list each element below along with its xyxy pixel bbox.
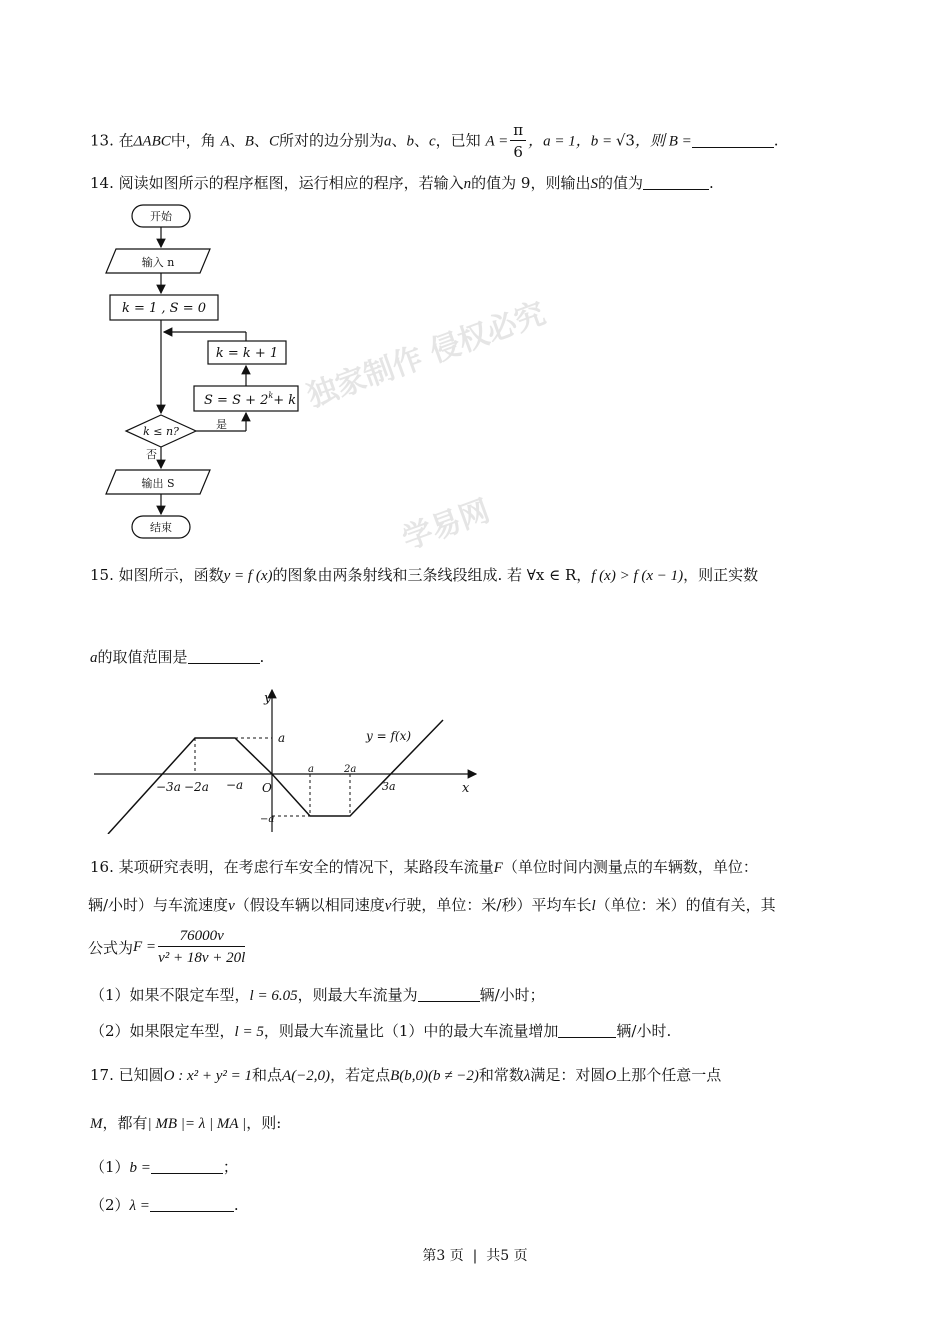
condition-label: k ≤ n? (143, 425, 179, 438)
answer-blank[interactable] (558, 1023, 616, 1038)
init-label: k = 1 , S = 0 (121, 301, 207, 316)
tick-label: −2a (184, 780, 209, 794)
fraction-pi-over-6: $\frac{\pi}{6}$ (510, 120, 526, 163)
question-16-part1: （1）如果不限定车型，l = 6.05，则最大车流量为 辆/小时； (90, 986, 545, 1004)
k-update-label: k = k + 1 (215, 346, 279, 361)
function-graph (88, 684, 488, 834)
answer-blank[interactable] (151, 1159, 223, 1174)
question-17: 17. 已知圆O : x² + y² = 1和点A(−2,0)，若定点B(b,0)(b ≠ −2)和常数λ满足：对圆O上那个任意一点 (90, 1066, 722, 1084)
answer-blank[interactable] (150, 1197, 234, 1212)
question-13: 13. 在ΔABC中，角 A、B、C所对的边分别为a、b、c，已知 A = $\frac{\pi}{6}$ ，a = 1，b = √3，则 B = . (90, 121, 779, 161)
origin-label: O (262, 781, 272, 795)
watermark: 学易网 (397, 493, 495, 558)
tick-label: −a (226, 778, 244, 792)
s-update-label: $S = S + 2^k+ k$ (204, 391, 297, 408)
y-tick-label: −a (260, 814, 275, 825)
tick-label: a (308, 764, 314, 775)
end-label: 结束 (150, 521, 172, 534)
no-label: 否 (146, 448, 157, 461)
answer-blank[interactable] (692, 133, 774, 148)
question-17-part2: （2）λ = . (90, 1196, 239, 1214)
flowchart (100, 200, 320, 545)
tick-label: −3a (156, 780, 181, 794)
watermark: 独家制作 侵权必究 (302, 296, 551, 415)
question-17-part1: （1）b = ； (90, 1158, 238, 1176)
yes-label: 是 (216, 418, 227, 431)
tick-label: 2a (344, 764, 357, 775)
output-label: 输出 S (141, 477, 175, 490)
y-tick-label: a (278, 731, 286, 745)
function-label: y = f(x) (366, 729, 412, 743)
question-16-part2: （2）如果限定车型，l = 5，则最大车流量比（1）中的最大车流量增加 辆/小时. (90, 1022, 672, 1040)
x-axis-label: x (462, 781, 470, 796)
start-label: 开始 (150, 210, 172, 223)
answer-blank[interactable] (418, 987, 480, 1002)
answer-blank[interactable] (188, 649, 260, 664)
question-16-line2: 辆/小时）与车流速度v（假设车辆以相同速度v行驶，单位：米/秒）平均车长l（单位：米）的值有关，其 (88, 896, 776, 914)
flow-formula-fraction: $\frac{76000v}{\text{v² + 18v + 20l}}$ (158, 928, 246, 966)
input-label: 输入 n (141, 256, 175, 269)
question-15-line2: a的取值范围是 . (90, 648, 265, 666)
question-15: 15. 如图所示，函数y = f (x)的图象由两条射线和三条线段组成. 若 ∀x ∈ R，f (x) > f (x − 1)，则正实数 (90, 566, 759, 584)
question-17-line2: M，都有| MB |= λ | MA |，则: (90, 1114, 282, 1132)
page-footer: 第3 页 | 共5 页 (422, 1248, 528, 1264)
tick-label: 3a (382, 780, 396, 793)
answer-blank[interactable] (643, 175, 709, 190)
y-axis-label: y (264, 691, 272, 706)
question-14: 14. 阅读如图所示的程序框图，运行相应的程序，若输入n的值为 9，则输出S的值为 . (90, 174, 714, 192)
question-16: 16. 某项研究表明，在考虑行车安全的情况下，某路段车流量F（单位时间内测量点的车辆数，单位： (90, 858, 758, 876)
question-16-formula: 公式为F = $\frac{76000v}{\text{v² + 18v + 20l}}$ (88, 926, 247, 969)
